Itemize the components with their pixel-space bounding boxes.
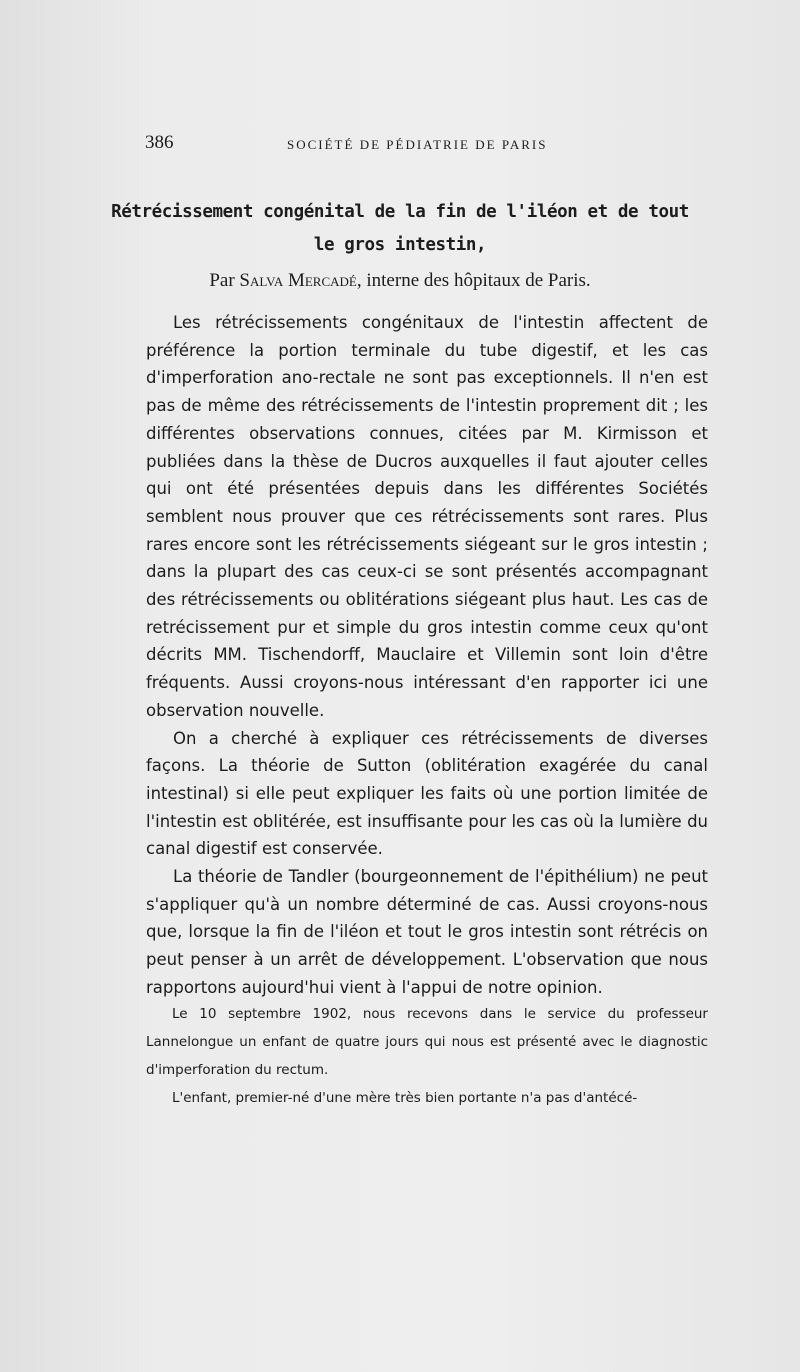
observation-paragraph: L'enfant, premier-né d'une mère très bien portante n'a pas d'antécé- [172,1090,638,1106]
running-head [145,132,705,158]
page-number: 386 [145,132,174,153]
body-paragraph: Les rétrécissements congénitaux de l'intestin affectent de préférence la portion terminale du tube digestif, et les cas d'imperforation ano-rectale ne sont pas exceptionnels. Il n'en est pas de même des rétrécissements de l'intestin proprement dit ; les différentes observations connues, citées par M. Kirmisson et publiées dans la thèse de Ducros auxquelles il faut ajouter celles qui ont été présentées depuis dans les différentes Sociétés semblent nous prouver que ces rétrécissements sont rares. Plus rares encore sont les rétrécissements siégeant sur le gros intestin ; dans la plupart des cas ceux-ci se sont présentés accompagnant des rétrécissements ou oblitérations siégeant plus haut. Les cas de retrécissement pur et simple du gros intestin comme ceux qu'ont décrits MM. Tischendorff, Mauclaire et Villemin sont loin d'être fréquents. Aussi croyons-nous intéressant d'en rapporter ici une observation nouvelle. [146,313,708,720]
article-title [100,196,700,262]
observation-paragraph: Le 10 septembre 1902, nous recevons dans le service du professeur Lannelongue un enfant de quatre jours qui nous est présenté avec le diagnostic d'imperforation du rectum. [146,1006,708,1078]
author-name: Salva Mercadé, [239,270,362,291]
author-prefix: Par [209,270,235,291]
title-line-1: Rétrécissement congénital de la fin de l'iléon et de tout [111,202,689,222]
body-paragraph: La théorie de Tandler (bourgeonnement de l'épithélium) ne peut s'appliquer qu'à un nombre déterminé de cas. Aussi croyons-nous que, lorsque la fin de l'iléon et tout le gros intestin sont rétrécis on peut penser à un arrêt de développement. L'observation que nous rapportons aujourd'hui vient à l'appui de notre opinion. [146,867,708,997]
body-paragraph: On a cherché à expliquer ces rétrécissements de diverses façons. La théorie de Sutton (oblitération exagérée du canal intestinal) si elle peut expliquer les faits où une portion limitée de l'intestin est oblitérée, est insuffisante pour les cas où la lumière du canal digestif est conservée. [146,728,708,859]
journal-title: SOCIÉTÉ DE PÉDIATRIE DE PARIS [287,137,548,152]
author-line [120,270,680,292]
author-affiliation: interne des hôpitaux de Paris. [366,270,591,291]
body-text [146,309,708,1002]
title-line-2: le gros intestin, [313,235,487,255]
observation-text [146,1000,708,1112]
